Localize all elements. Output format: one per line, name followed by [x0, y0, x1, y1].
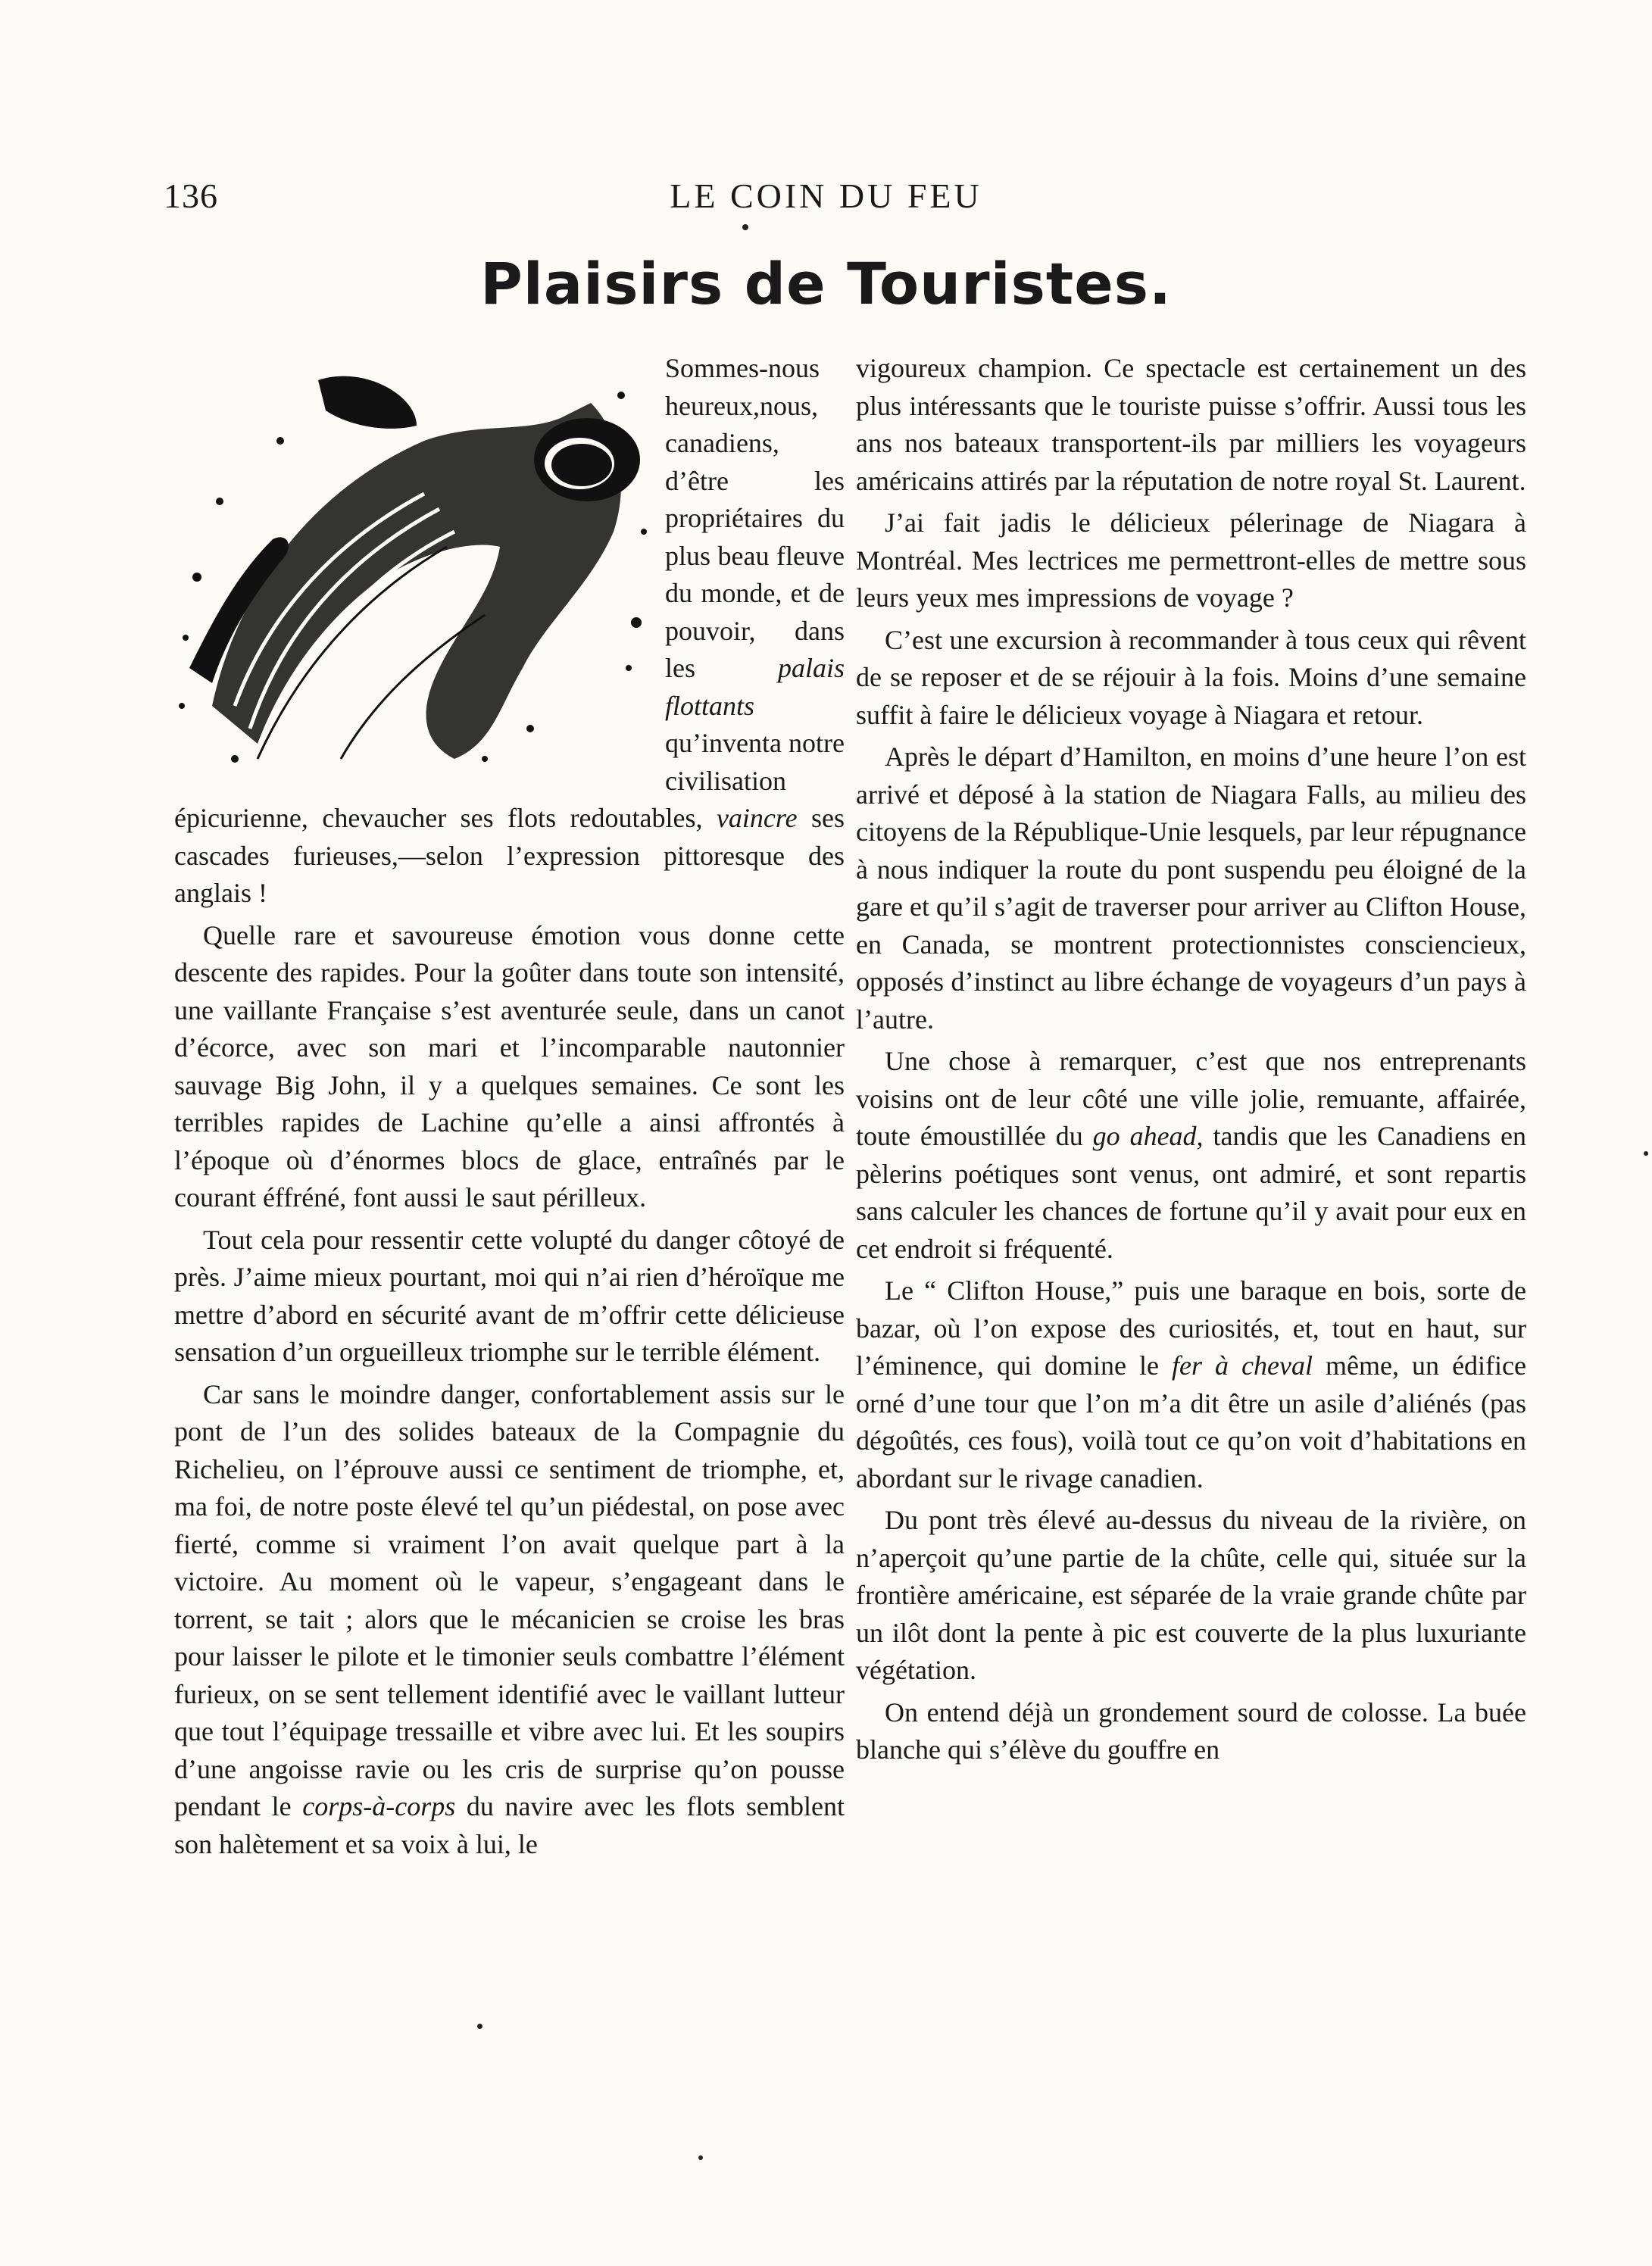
paragraph: J’ai fait jadis le délicieux pélerinage de Niagara à Montréal. Mes lectrices me permettront-elles de mettre sous leurs yeux mes impressions de voyage ?	[856, 507, 1526, 613]
paragraph: On entend déjà un grondement sourd de colosse. La buée blanche qui s’élève du gouffre en	[856, 1696, 1526, 1765]
waterfall-rapids-illustration	[167, 350, 651, 774]
paragraph: Car sans le moindre danger, confortablement assis sur le pont de l’un des solides bateaux de la Compagnie du Richelieu, on l’éprouve aussi ce sentiment de triomphe, et, ma foi, de notre poste élevé tel qu’un piédestal, on pose avec fierté, comme si vraiment l’on avait quelque part à la victoire. Au moment où le vapeur, s’engageant dans le torrent, se tait ; alors que le mécanicien se croise les bras pour laisser le pilote et le timonier seuls combattre l’élément furieux, on se sent tellement identifié avec le vaillant lutteur que tout l’équipage tressaille et vibre avec lui. Et les soupirs d’une angoisse ravie ou les cris de surprise qu’on pousse pendant le corps-à-corps du navire avec les flots semblent son halètement et sa voix à lui, le	[174, 1378, 845, 1859]
ink-speck	[477, 2024, 482, 2029]
paragraph: Après le départ d’Hamilton, en moins d’une heure l’on est arrivé et déposé à la station de Niagara Falls, au milieu des citoyens de la République-Unie lesquels, par leur répugnance à nous indiquer la route du pont suspendu peu éloigné de la gare et qu’il s’agit de traverser pour arriver au Clifton House, en Canada, se montrent protectionnistes consciencieux, opposés d’instinct au libre échange de voyageurs d’un pays à l’autre.	[856, 741, 1526, 1035]
left-column	[174, 350, 845, 1868]
paragraph: Le “ Clifton House,” puis une baraque en bois, sorte de bazar, où l’on expose des curiosités, et, tout en haut, sur l’éminence, qui domine le fer à cheval même, un édifice orné d’une tour que l’on m’a dit être un asile d’aliénés (pas dégoûtés, ces fous), voilà tout ce qu’on voit d’habitations en abordant sur le rivage canadien.	[856, 1275, 1527, 1494]
paragraph: Quelle rare et savoureuse émotion vous donne cette descente des rapides. Pour la goûter dans toute son intensité, une vaillante Française s’est aventurée seule, dans un canot d’écorce, avec son mari et l’incomparable nautonnier sauvage Big John, il y a quelques semaines. Ce sont les terribles rapides de Lachine qu’elle a ainsi affrontés à l’époque où d’énormes blocs de glace, entraînés par le courant éffréné, font aussi le saut périlleux.	[174, 919, 845, 1213]
paragraph: Tout cela pour ressentir cette volupté du danger côtoyé de près. J’aime mieux pourtant, moi qui n’ai rien d’héroïque me mettre d’abord en sécurité avant de m’offrir cette délicieuse sensation d’un orgueilleux triomphe sur le terrible élément.	[174, 1224, 845, 1367]
paragraph: vigoureux champion. Ce spectacle est certainement un des plus intéressants que le touriste puisse s’offrir. Aussi tous les ans nos bateaux transportent-ils par milliers les voyageurs américains attirés par la réputation de notre royal St. Laurent.	[856, 353, 1526, 496]
paragraph: Une chose à remarquer, c’est que nos entreprenants voisins ont de leur côté une ville jolie, remuante, affairée, toute émoustillée du go ahead, tandis que les Canadiens en pèlerins poétiques sont venus, ont admiré, et sont repartis sans calculer les chances de fortune qu’il y avait pour eux en cet endroit si fréquenté.	[856, 1046, 1527, 1264]
article-title: Plaisirs de Touristes.	[480, 250, 1172, 317]
ink-speck	[698, 2155, 703, 2160]
page-number: 136	[164, 176, 218, 215]
ink-speck	[742, 224, 748, 230]
paragraph: Sommes-nous heureux,nous, canadiens, d’être les propriétaires du plus beau fleuve du monde, et de pouvoir, dans les palais flottants qu’inventa notre civilisation épicurienne, chevaucher ses flots redoutables, vaincre ses cascades furieuses,—selon l’expression pittoresque des anglais !	[174, 353, 845, 908]
right-column	[856, 350, 1526, 1774]
ink-speck	[1644, 1151, 1648, 1156]
running-head: LE COIN DU FEU	[670, 176, 982, 215]
paragraph: C’est une excursion à recommander à tous ceux qui rêvent de se reposer et de se réjouir à la fois. Moins d’une semaine suffit à faire le délicieux voyage à Niagara et retour.	[856, 624, 1526, 730]
paragraph: Du pont très élevé au-dessus du niveau de la rivière, on n’aperçoit qu’une partie de la chûte, celle qui, située sur la frontière américaine, est séparée de la vraie grande chûte par un ilôt dont la pente à pic est couverte de la plus luxuriante végétation.	[856, 1505, 1526, 1685]
